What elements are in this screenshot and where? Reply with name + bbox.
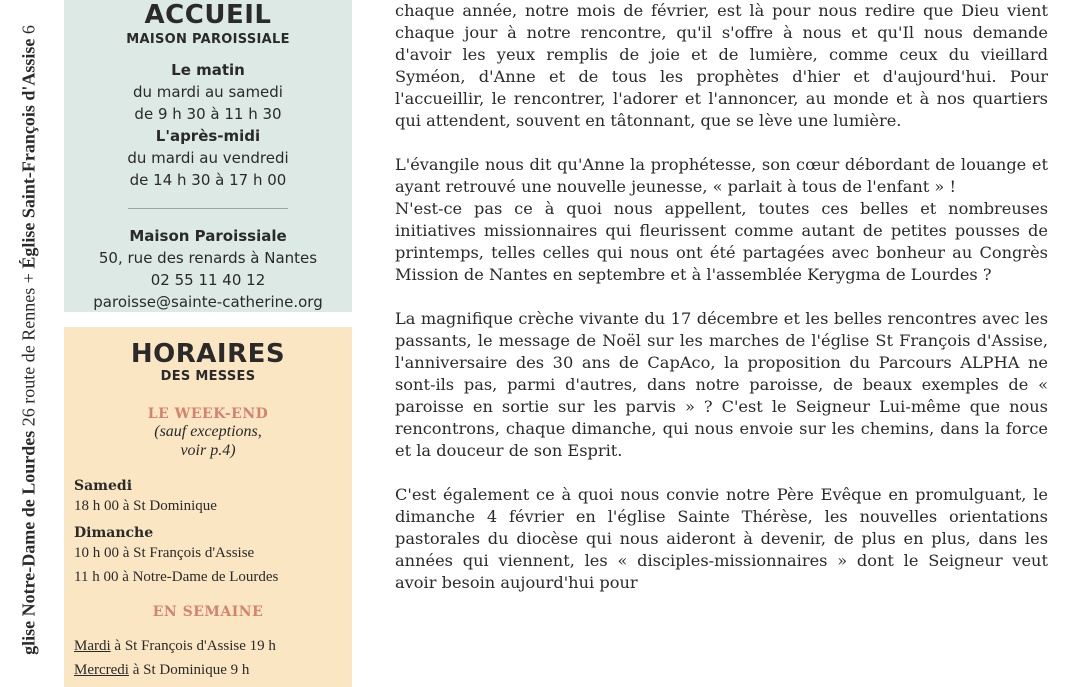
vertical-church-2: Église Saint-François d'Assise [18,38,39,269]
saturday-label: Samedi [74,478,133,494]
morning-days: du mardi au samedi [133,83,283,101]
contact-email[interactable]: paroisse@sainte-catherine.org [93,293,323,311]
vertical-address-strip [0,0,58,675]
editorial-article [395,0,1048,594]
horaires-subtitle: DES MESSES [160,369,256,384]
morning-label: Le matin [171,61,245,79]
weekend-note-1: (sauf exceptions, [154,423,262,440]
article-paragraph-5: C'est également ce à quoi nous convie notre Père Evêque en promulguant, le dimanche 4 février en l'église Sainte Thérèse, les nouvelles orientations pastorales du diocèse qui nous aideront à devenir, de plus en plus, dans les années qui viennent, les « disciples-missionnaires » dont le Seigneur veut avoir besoin aujourd'hui pour [395,485,1048,592]
wednesday-mass [74,660,352,681]
sunday-mass-1: 10 h 00 à St François d'Assise [74,545,255,561]
vertical-church-1: glise Notre-Dame de Lourdes [18,430,39,655]
article-paragraph-1: chaque année, notre mois de février, est là pour nous redire que Dieu vient chaque jour à notre rencontre, qu'il s'offre à nous et qu'Il nous demande d'avoir les yeux remplis de joie et de lumière, comme ceux du vieillard Syméon, d'Anne et de tous les prophètes d'hier et d'aujourd'hui. Pour l'accueillir, le rencontrer, l'adorer et l'annoncer, au monde et à nos quartiers qui attendent, souvent en tâtonnant, que se lève une lumière. [395,1,1048,130]
article-paragraph-2: L'évangile nous dit qu'Anne la prophétesse, son cœur débordant de louange et ayant retrouvé une nouvelle jeunesse, « parlait à tous de l'enfant » ! [395,155,1048,196]
sunday-label: Dimanche [74,525,154,541]
weekday-masses [64,636,352,681]
vertical-address-text [19,25,40,655]
accueil-title: ACCUEIL [144,0,272,30]
weekday-heading: EN SEMAINE [152,604,264,620]
vertical-address: 26 route de Rennes + [18,268,39,431]
contact-phone: 02 55 11 40 12 [150,271,266,289]
accueil-panel [64,0,352,312]
horaires-title: HORAIRES [130,339,286,369]
afternoon-label: L'après-midi [155,127,261,145]
morning-hours: de 9 h 30 à 11 h 30 [134,105,282,123]
weekend-heading: LE WEEK-END [147,406,269,422]
accueil-hours [64,59,352,191]
contact-address: 50, rue des renards à Nantes [98,249,318,267]
vertical-tail: 6 [18,25,39,39]
horaires-panel [64,327,352,687]
afternoon-days: du mardi au vendredi [127,149,289,167]
contact-name: Maison Paroissiale [129,227,287,245]
article-paragraph-4: La magnifique crèche vivante du 17 décembre et les belles rencontres avec les passants, le message de Noël sur les marches de l'église St François d'Assise, l'anniversaire des 30 ans de CapAco, la proposition du Parcours ALPHA ne sont-ils pas, parmi d'autres, dans notre paroisse, de beaux exemples de « paroisse en sortie sur les parvis » ? C'est le Seigneur Lui-même que nous rencontrons, chaque dimanche, qui nous envoie sur les chemins, dans la force et la douceur de son Esprit. [395,309,1048,460]
weekend-masses [64,476,352,588]
saturday-mass: 18 h 00 à St Dominique [74,498,217,514]
weekend-note-2: voir p.4) [180,442,236,459]
tuesday-rest: à St François d'Assise 19 h [110,638,276,654]
tuesday-day: Mardi [74,638,111,654]
afternoon-hours: de 14 h 30 à 17 h 00 [129,171,287,189]
article-paragraph-3: N'est-ce pas ce à quoi nous appellent, toutes ces belles et nombreuses initiatives missionnaires qui fleurissent comme autant de petites pousses de printemps, telles celles qui nous ont été partagées avec bonheur au Congrès Mission de Nantes en septembre et à l'assemblée Kerygma de Lourdes ? [395,199,1048,284]
tuesday-mass [74,636,352,657]
accueil-divider [128,208,288,209]
accueil-contact [64,225,352,313]
accueil-subtitle: MAISON PAROISSIALE [126,32,290,47]
wednesday-rest: à St Dominique 9 h [128,662,250,678]
wednesday-day: Mercredi [74,662,129,678]
sunday-mass-2: 11 h 00 à Notre-Dame de Lourdes [74,569,279,585]
